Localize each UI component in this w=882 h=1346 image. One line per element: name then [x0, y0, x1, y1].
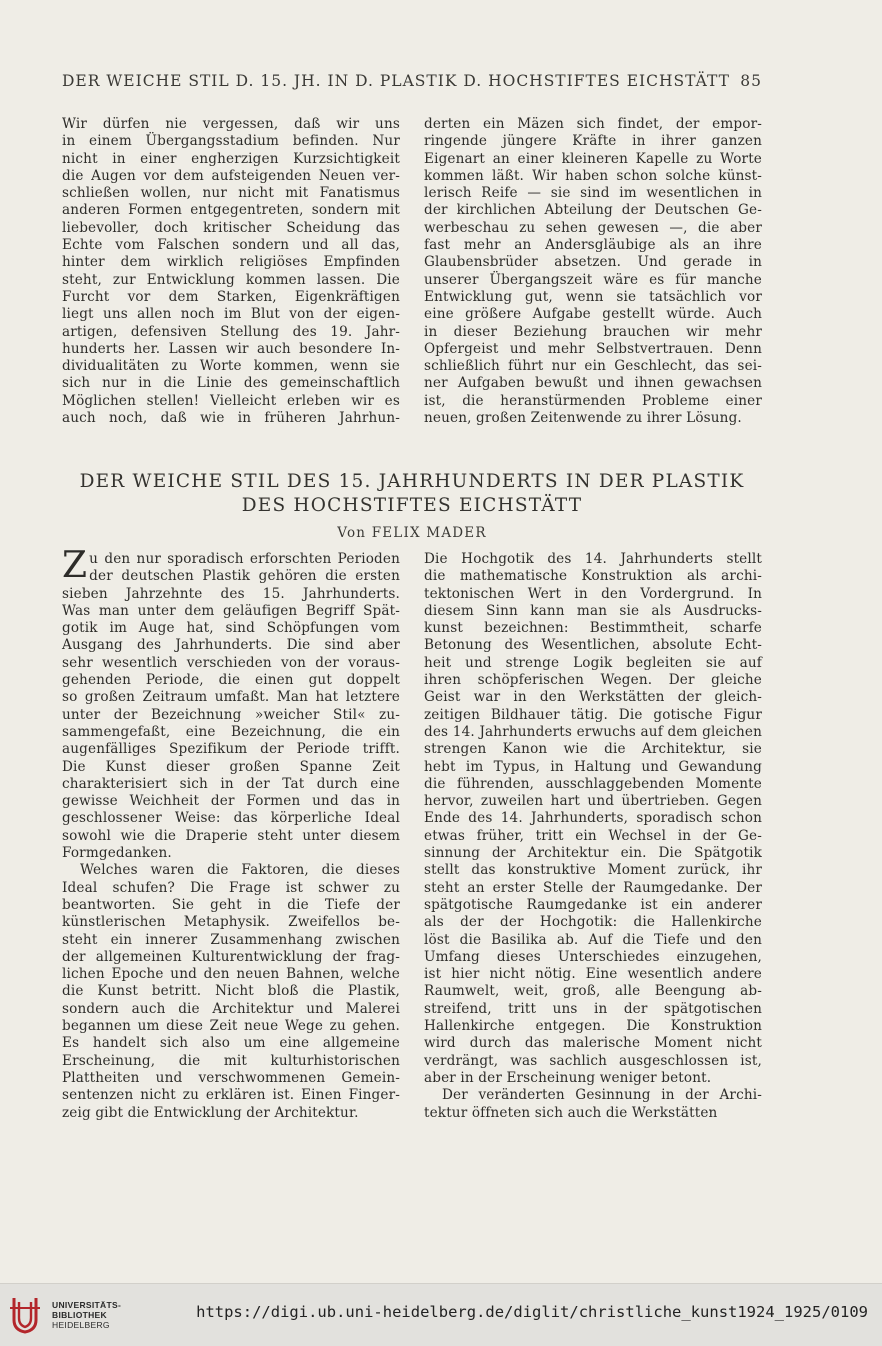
- article-title: [62, 470, 762, 518]
- text-line: lerisch Reife — sie sind im wesentlichen in: [424, 185, 762, 202]
- text-line: artigen, defensiven Stellung des 19. Jahr-: [62, 323, 400, 340]
- text-line: in einem Übergangsstadium befinden. Nur: [62, 133, 400, 150]
- text-line: verdrängt, was sachlich ausgeschlossen ist,: [424, 1052, 762, 1069]
- text-line: hinter dem wirklich religiöses Empfinden: [62, 254, 400, 271]
- text-line: Echte vom Falschen sondern und all das,: [62, 237, 400, 254]
- text-line: ringende jüngere Kräfte in ihrer ganzen: [424, 133, 762, 150]
- text-line: zeitigen Bildhauer tätig. Die gotische Figur: [424, 706, 762, 723]
- text-line: fast mehr an Andersgläubige als an ihre: [424, 237, 762, 254]
- text-line: hervor, zuweilen hart und übertrieben. Gegen: [424, 793, 762, 810]
- text-line: Ideal schufen? Die Frage ist schwer zu: [62, 879, 400, 896]
- text-line: liebevoller, doch kritischer Scheidung das: [62, 219, 400, 236]
- text-line: der allgemeinen Kulturentwicklung der frag-: [62, 948, 400, 965]
- text-line: Entwicklung gut, wenn sie tatsächlich vor: [424, 288, 762, 305]
- text-line: sondern auch die Architektur und Malerei: [62, 1000, 400, 1017]
- text-line: als der der Hochgotik: die Hallenkirche: [424, 914, 762, 931]
- text-line: der kirchlichen Abteilung der Deutschen Ge-: [424, 202, 762, 219]
- text-line: heit und strenge Logik begleiten sie auf: [424, 654, 762, 671]
- text-line: unserer Übergangszeit wäre es für manche: [424, 271, 762, 288]
- text-line: geschlossener Weise: das körperliche Ideal: [62, 810, 400, 827]
- text-line: ist hier nicht nötig. Eine wesentlich andere: [424, 966, 762, 983]
- text-line: schließen wollen, nur nicht mit Fanatismus: [62, 185, 400, 202]
- text-line: löst die Basilika ab. Auf die Tiefe und den: [424, 931, 762, 948]
- text-line: steht ein innerer Zusammenhang zwischen: [62, 931, 400, 948]
- text-line: lichen Epoche und den neuen Bahnen, welche: [62, 966, 400, 983]
- library-name-line-3: HEIDELBERG: [52, 1320, 110, 1330]
- text-line: tektonischen Wert in den Vordergrund. In: [424, 585, 762, 602]
- article-right-column: [424, 551, 762, 1122]
- drop-cap: Z: [62, 545, 88, 586]
- text-line: neuen, großen Zeitenwende zu ihrer Lösung.: [424, 410, 742, 427]
- text-line: sehr wesentlich verschieden von der voraus-: [62, 654, 400, 671]
- text-line: Furcht vor dem Starken, Eigenkräftigen: [62, 288, 400, 305]
- text-line: Plattheiten und verschwommenen Gemein-: [62, 1069, 400, 1086]
- text-line: steht, zur Entwicklung kommen lassen. Die: [62, 271, 400, 288]
- text-line: Die Hochgotik des 14. Jahrhunderts stellt: [424, 551, 762, 567]
- text-line: werbeschau zu sehen gewesen —, die aber: [424, 219, 762, 236]
- text-line: so großen Zeitraum umfaßt. Man hat letztere: [62, 689, 400, 706]
- text-line: Hallenkirche entgegen. Die Konstruktion: [424, 1018, 762, 1035]
- text-line: derten ein Mäzen sich findet, der empor-: [424, 116, 762, 132]
- text-line: Es handelt sich also um eine allgemeine: [62, 1035, 400, 1052]
- text-line: beantworten. Sie geht in die Tiefe der: [62, 896, 400, 913]
- text-line: zeig gibt die Entwicklung der Architektur.: [62, 1104, 359, 1121]
- text-line: künstlerischen Metaphysik. Zweifellos be-: [62, 914, 400, 931]
- text-line: Opfergeist und mehr Selbstvertrauen. Denn: [424, 340, 762, 357]
- page-number: 85: [740, 72, 762, 90]
- article-title-line-2: DES HOCHSTIFTES EICHSTÄTT: [241, 495, 583, 516]
- text-line: steht an erster Stelle der Raumgedanke. Der: [424, 879, 762, 896]
- text-line: dividualitäten zu Worte kommen, wenn sie: [62, 358, 400, 375]
- text-line: des 14. Jahrhunderts erwuchs auf dem gleichen: [424, 723, 762, 740]
- text-line: eine größere Aufgabe gestellt würde. Auch: [424, 306, 762, 323]
- text-line: Ausgang des Jahrhunderts. Die sind aber: [62, 637, 400, 654]
- text-line: tektur öffneten sich auch die Werkstätten: [424, 1104, 718, 1121]
- running-head: [62, 72, 762, 90]
- university-library-logo-icon[interactable]: [8, 1294, 42, 1334]
- library-name[interactable]: [52, 1300, 121, 1330]
- text-line: gewisse Weichheit der Formen und das in: [62, 793, 400, 810]
- article-left-column: [62, 545, 400, 1122]
- previous-article-right-column: [424, 116, 762, 427]
- text-line: unter der Bezeichnung »weicher Stil« zu-: [62, 706, 400, 723]
- text-line: u den nur sporadisch erforschten Perioden: [89, 551, 400, 567]
- text-line: Umfang dieses Unterschiedes einzugehen,: [424, 948, 762, 965]
- article-byline: Von FELIX MADER: [337, 525, 487, 541]
- text-line: stellt das konstruktive Moment zurück, ihr: [424, 862, 762, 879]
- text-line: etwas früher, tritt ein Wechsel in der Ge-: [424, 827, 762, 844]
- text-line: charakterisiert sich in der Tat durch eine: [62, 775, 400, 792]
- text-line: Geist war in den Werkstätten der gleich-: [424, 689, 762, 706]
- text-line: Möglichen stellen! Vielleicht erleben wir es: [62, 392, 400, 409]
- text-line: Erscheinung, die mit kulturhistorischen: [62, 1052, 400, 1069]
- previous-article-left-column: [62, 116, 400, 427]
- text-line: Welches waren die Faktoren, die dieses: [80, 862, 400, 879]
- text-line: ist, die heranstürmenden Probleme einer: [424, 392, 762, 409]
- viewer-footer: [0, 1283, 882, 1346]
- text-line: strengen Kanon wie die Architektur, sie: [424, 741, 762, 758]
- text-line: Formgedanken.: [62, 845, 172, 862]
- text-line: Betonung des Wesentlichen, absolute Echt-: [424, 637, 762, 654]
- text-line: gehenden Periode, die einen gut doppelt: [62, 672, 400, 689]
- text-line: Eigenart an einer kleineren Kapelle zu Worte: [424, 150, 762, 167]
- text-line: begannen um diese Zeit neue Wege zu gehen.: [62, 1018, 400, 1035]
- text-line: nicht in einer engherzigen Kurzsichtigkeit: [62, 150, 400, 167]
- text-line: Raumwelt, weit, groß, alle Beengung ab-: [424, 983, 762, 1000]
- text-line: hebt im Typus, in Haltung und Gewandung: [424, 758, 762, 775]
- permalink-url[interactable]: https://digi.ub.uni-heidelberg.de/diglit/christliche_kunst1924_1925/0109: [196, 1303, 868, 1321]
- text-line: sich nur in die Linie des gemeinschaftlich: [62, 375, 400, 392]
- text-line: liegt uns allen noch im Blut von der eigen-: [62, 306, 400, 323]
- library-name-line-2: BIBLIOTHEK: [52, 1310, 107, 1320]
- text-line: anderen Formen entgegentreten, sondern mit: [62, 202, 400, 219]
- text-line: streifend, tritt uns in der spätgotischen: [424, 1000, 762, 1017]
- text-line: augenfälliges Spezifikum der Periode trifft.: [62, 741, 400, 758]
- text-line: Wir dürfen nie vergessen, daß wir uns: [62, 116, 400, 132]
- text-line: kunst bezeichnen: Bestimmtheit, scharfe: [424, 620, 762, 637]
- text-line: die mathematische Konstruktion als archi-: [424, 568, 762, 585]
- text-line: aber in der Erscheinung weniger betont.: [424, 1069, 712, 1086]
- text-line: Die Kunst dieser großen Spanne Zeit: [62, 758, 400, 775]
- text-line: ner Aufgaben bewußt und ihnen gewachsen: [424, 375, 762, 392]
- text-line: kommen läßt. Wir haben schon solche künst-: [424, 167, 762, 184]
- text-line: Glaubensbrüder absetzen. Und gerade in: [424, 254, 762, 271]
- text-line: spätgotische Raumgedanke ist ein anderer: [424, 896, 762, 913]
- text-line: sammengefaßt, eine Bezeichnung, die ein: [62, 723, 400, 740]
- text-line: Was man unter dem geläufigen Begriff Spät-: [62, 602, 400, 619]
- text-line: ihren schöpferischen Wegen. Der gleiche: [424, 672, 762, 689]
- text-line: die führenden, ausschlaggebenden Momente: [424, 775, 762, 792]
- text-line: schließlich führt nur ein Geschlecht, das sei-: [424, 358, 762, 375]
- text-line: auch noch, daß wie in früheren Jahrhun-: [62, 410, 400, 427]
- text-line: die Augen vor dem aufsteigenden Neuen ver-: [62, 167, 400, 184]
- text-line: sinnung der Architektur ein. Die Spätgotik: [424, 845, 762, 862]
- text-line: sowohl wie die Draperie steht unter diesem: [62, 827, 400, 844]
- running-head-title: DER WEICHE STIL D. 15. JH. IN D. PLASTIK D. HOCHSTIFTES EICHSTÄTT: [62, 72, 730, 90]
- text-line: sieben Jahrzehnte des 15. Jahrhunderts.: [62, 585, 400, 602]
- text-line: sentenzen nicht zu erklären ist. Einen Finger-: [62, 1087, 400, 1104]
- text-line: gotik im Auge hat, sind Schöpfungen vom: [62, 620, 400, 637]
- text-line: diesem Sinn kann man sie als Ausdrucks-: [424, 602, 762, 619]
- text-line: der deutschen Plastik gehören die ersten: [89, 568, 400, 585]
- text-line: Der veränderten Gesinnung in der Archi-: [442, 1087, 762, 1104]
- text-line: wird durch das malerische Moment nicht: [424, 1035, 762, 1052]
- article-title-line-1: DER WEICHE STIL DES 15. JAHRHUNDERTS IN DER PLASTIK: [79, 471, 745, 492]
- text-line: hunderts her. Lassen wir auch besondere In-: [62, 340, 400, 357]
- text-line: in dieser Beziehung brauchen wir mehr: [424, 323, 762, 340]
- text-line: Ende des 14. Jahrhunderts, sporadisch schon: [424, 810, 762, 827]
- library-name-line-1: UNIVERSITÄTS-: [52, 1300, 122, 1310]
- text-line: die Kunst betritt. Nicht bloß die Plastik,: [62, 983, 400, 1000]
